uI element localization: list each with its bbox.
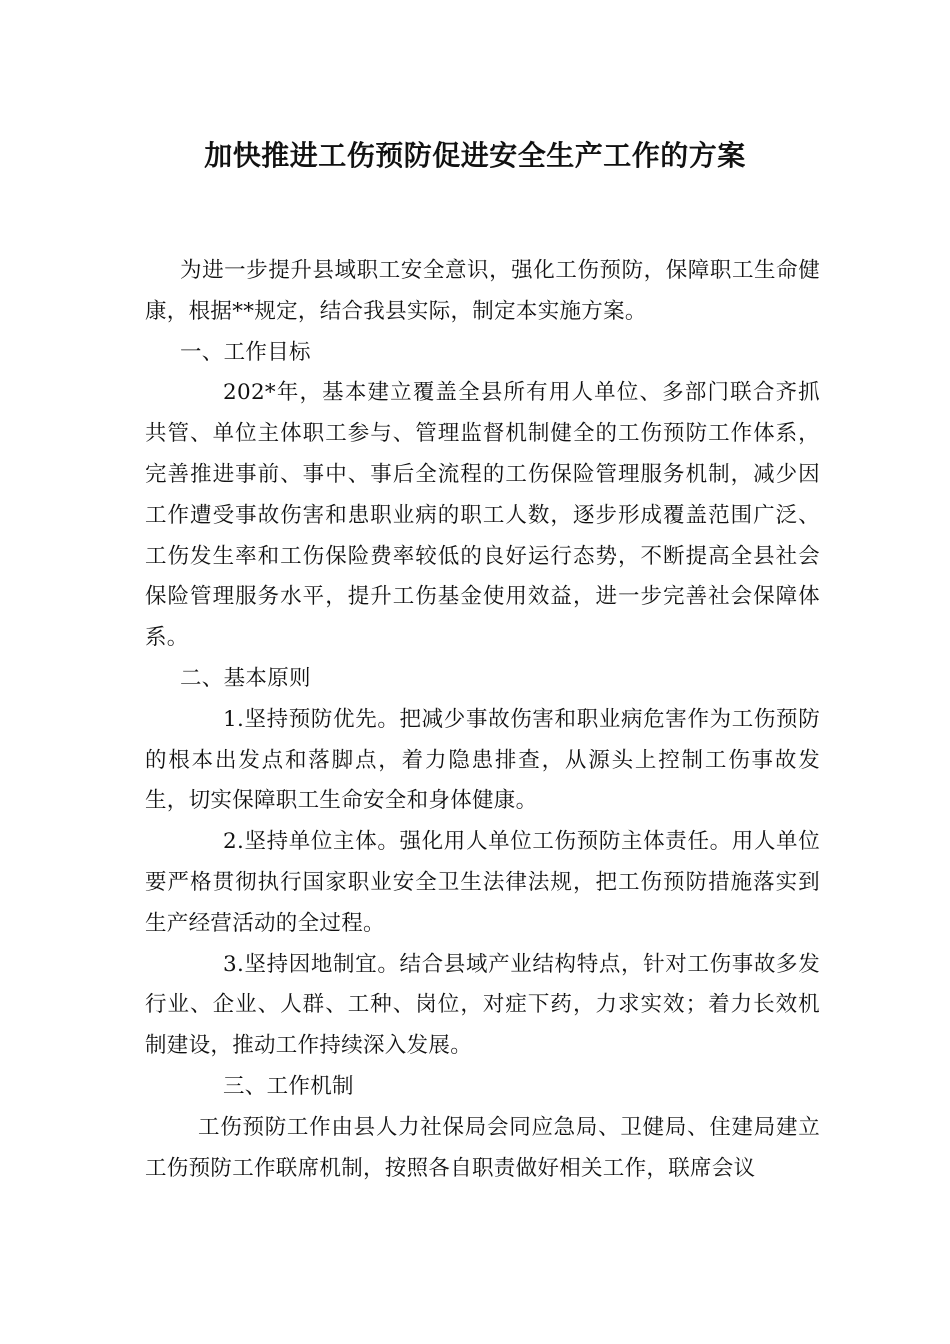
principle-3-paragraph: 3.坚持因地制宜。结合县域产业结构特点，针对工伤事故多发行业、企业、人群、工种、岗位，对症下药，力求实效；着力长效机制建设，推动工作持续深入发展。 xyxy=(145,951,820,1059)
section-heading-principles: 二、基本原则 xyxy=(180,665,311,691)
section-heading-goals: 一、工作目标 xyxy=(180,339,311,365)
goals-paragraph: 202*年，基本建立覆盖全县所有用人单位、多部门联合齐抓共管、单位主体职工参与、管理监督机制健全的工伤预防工作体系，完善推进事前、事中、事后全流程的工伤保险管理服务机制，减少因工作遭受事故伤害和患职业病的职工人数，逐步形成覆盖范围广泛、工伤发生率和工伤保险费率较低的良好运行态势，不断提高全县社会保险管理服务水平，提升工伤基金使用效益，进一步完善社会保障体系。 xyxy=(145,380,820,651)
mechanism-paragraph: 工伤预防工作由县人力社保局会同应急局、卫健局、住建局建立工伤预防工作联席机制，按照各自职责做好相关工作，联席会议 xyxy=(145,1114,820,1181)
document-body xyxy=(145,251,820,1189)
intro-paragraph: 为进一步提升县域职工安全意识，强化工伤预防，保障职工生命健康，根据**规定，结合我县实际，制定本实施方案。 xyxy=(145,258,820,324)
principle-2-paragraph: 2.坚持单位主体。强化用人单位工伤预防主体责任。用人单位要严格贯彻执行国家职业安全卫生法律法规，把工伤预防措施落实到生产经营活动的全过程。 xyxy=(145,829,820,936)
principle-1-paragraph: 1.坚持预防优先。把减少事故伤害和职业病危害作为工伤预防的根本出发点和落脚点，着力隐患排查，从源头上控制工伤事故发生，切实保障职工生命安全和身体健康。 xyxy=(145,706,820,814)
section-heading-mechanism: 三、工作机制 xyxy=(223,1073,354,1099)
document-title: 加快推进工伤预防促进安全生产工作的方案 xyxy=(204,139,746,172)
